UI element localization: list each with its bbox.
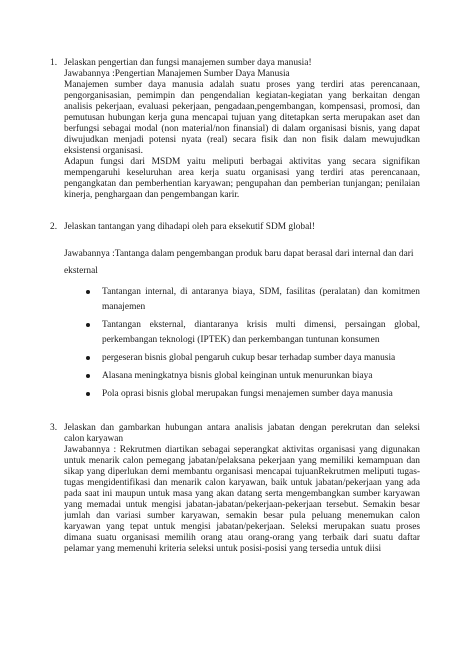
answer-line: yang memadai untuk mengisi jabatan-jabatan/pekerjaan-pekerjaan tersebut. Semakin besar [64, 500, 420, 510]
list-item [102, 285, 420, 315]
list-item-text: Tantangan eksternal, diantaranya krisis multi dimensi, persaingan global, [102, 320, 420, 330]
answer-line: analisis pekerjaan, evaluasi pekerjaan, pengadaan,pengembangan, kompensasi, promosi, dan [64, 102, 420, 112]
answer-line: sikap yang diperlukan demi membantu organisasi mencapai tujuanRekrutmen meliputi tugas- [64, 467, 420, 477]
answer-line: karyawan yang tepat untuk mengisi jabatan/pekerjaan. Seleksi merupakan suatu proses [64, 522, 420, 532]
list-item [102, 387, 420, 402]
answer-heading: Jawabannya :Pengertian Manajemen Sumber Daya Manusia [64, 69, 290, 79]
bullet-icon [86, 374, 90, 378]
answer-line: pelamar yang memenuhi kriteria seleksi untuk posisi-posisi yang tersedia untuk diisi [64, 544, 382, 554]
list-item-text: manajemen [102, 302, 146, 312]
answer-line: jumlah dan variasi sumber karyawan, semakin besar pula peluang menemukan calon [64, 511, 420, 521]
question-2-answer [64, 247, 420, 279]
question-number: 1. [50, 58, 58, 68]
bullet-icon [86, 323, 90, 327]
answer-line: mempengaruhi keseluruhan area kerja suatu organisasi yang terdiri atas perencanaan, [64, 168, 420, 178]
bullet-icon [86, 356, 90, 360]
bullet-list [102, 285, 420, 405]
list-item [102, 369, 420, 384]
answer-line: berfungsi sebagai modal (non material/non finansial) di dalam organisasi bisnis, yang dapat [64, 124, 420, 134]
answer-line: pengangkatan dan pemberhentian karyawan; pengupahan dan pemberian tunjangan; penilaian [64, 179, 420, 189]
question-text: calon karyawan [64, 434, 124, 444]
question-1 [50, 58, 420, 201]
list-item [102, 318, 420, 348]
answer-line: dimana suatu organisasi memilih orang atau orang-orang yang terbaik dari suatu daftar [64, 533, 420, 543]
answer-line: Jawabannya : Rekrutmen diartikan sebagai seperangkat aktivitas organisasi yang digunakan [64, 445, 420, 455]
list-item-text: Alasana meningkatnya bisnis global keinginan untuk menurunkan biaya [102, 371, 373, 381]
list-item-text: perkembangan teknologi (IPTEK) dan perkembangan tuntunan konsumen [102, 335, 380, 345]
question-text: Jelaskan tantangan yang dihadapi oleh para eksekutif SDM global! [64, 222, 315, 232]
list-item-text: Pola oprasi bisnis global merupakan fungsi menajemen sumber daya manusia [102, 389, 393, 399]
question-3 [50, 423, 420, 555]
list-item-text: Tantangan internal, di antaranya biaya, SDM, fasilitas (peralatan) dan komitmen [102, 287, 420, 297]
answer-line: pada saat ini maupun untuk masa yang akan datang serta mengembangkan sumber karyawan [64, 489, 420, 499]
bullet-icon [86, 392, 90, 396]
question-text: Jelaskan pengertian dan fungsi manajemen sumber daya manusia! [64, 58, 312, 68]
bullet-icon [86, 290, 90, 294]
answer-line: Manajemen sumber daya manusia adalah suatu proses yang terdiri atas perencanaan, [64, 80, 420, 90]
answer-line: kinerja, penghargaan dan pengembangan karir. [64, 190, 240, 200]
answer-line: pengorganisasian, pemimpin dan pengendalian kegiatan-kegiatan yang berkaitan dengan [64, 91, 420, 101]
answer-line: diwujudkan menjadi potensi nyata (real) secara fisik dan non fisik dalam mewujudkan [64, 135, 420, 145]
question-text: Jelaskan dan gambarkan hubungan antara analisis jabatan dengan perekrutan dan seleksi [64, 423, 420, 433]
list-item [102, 351, 420, 366]
answer-line: Adapun fungsi dari MSDM yaitu meliputi berbagai aktivitas yang secara signifikan [64, 157, 420, 167]
list-item-text: pergeseran bisnis global pengaruh cukup besar terhadap sumber daya manusia [102, 353, 396, 363]
answer-line: eksistensi organisasi. [64, 146, 143, 156]
question-2 [50, 222, 420, 233]
question-number: 2. [50, 222, 58, 232]
answer-line: untuk menarik calon pemegang jabatan/pelaksana pekerjaan yang memiliki kemampuan dan [64, 456, 420, 466]
answer-line: Jawabannya :Tantanga dalam pengembangan produk baru dapat berasal dari internal dan dari [64, 249, 414, 259]
answer-line: tugas mengidentifikasi dan menarik calon karyawan, baik untuk jabatan/pekerjaan yang ada [64, 478, 420, 488]
question-number: 3. [50, 423, 58, 433]
answer-line: eksternal [64, 266, 98, 276]
answer-line: pemutusan hubungan kerja guna mencapai tujuan yang ditetapkan serta merupakan aset dan [64, 113, 420, 123]
